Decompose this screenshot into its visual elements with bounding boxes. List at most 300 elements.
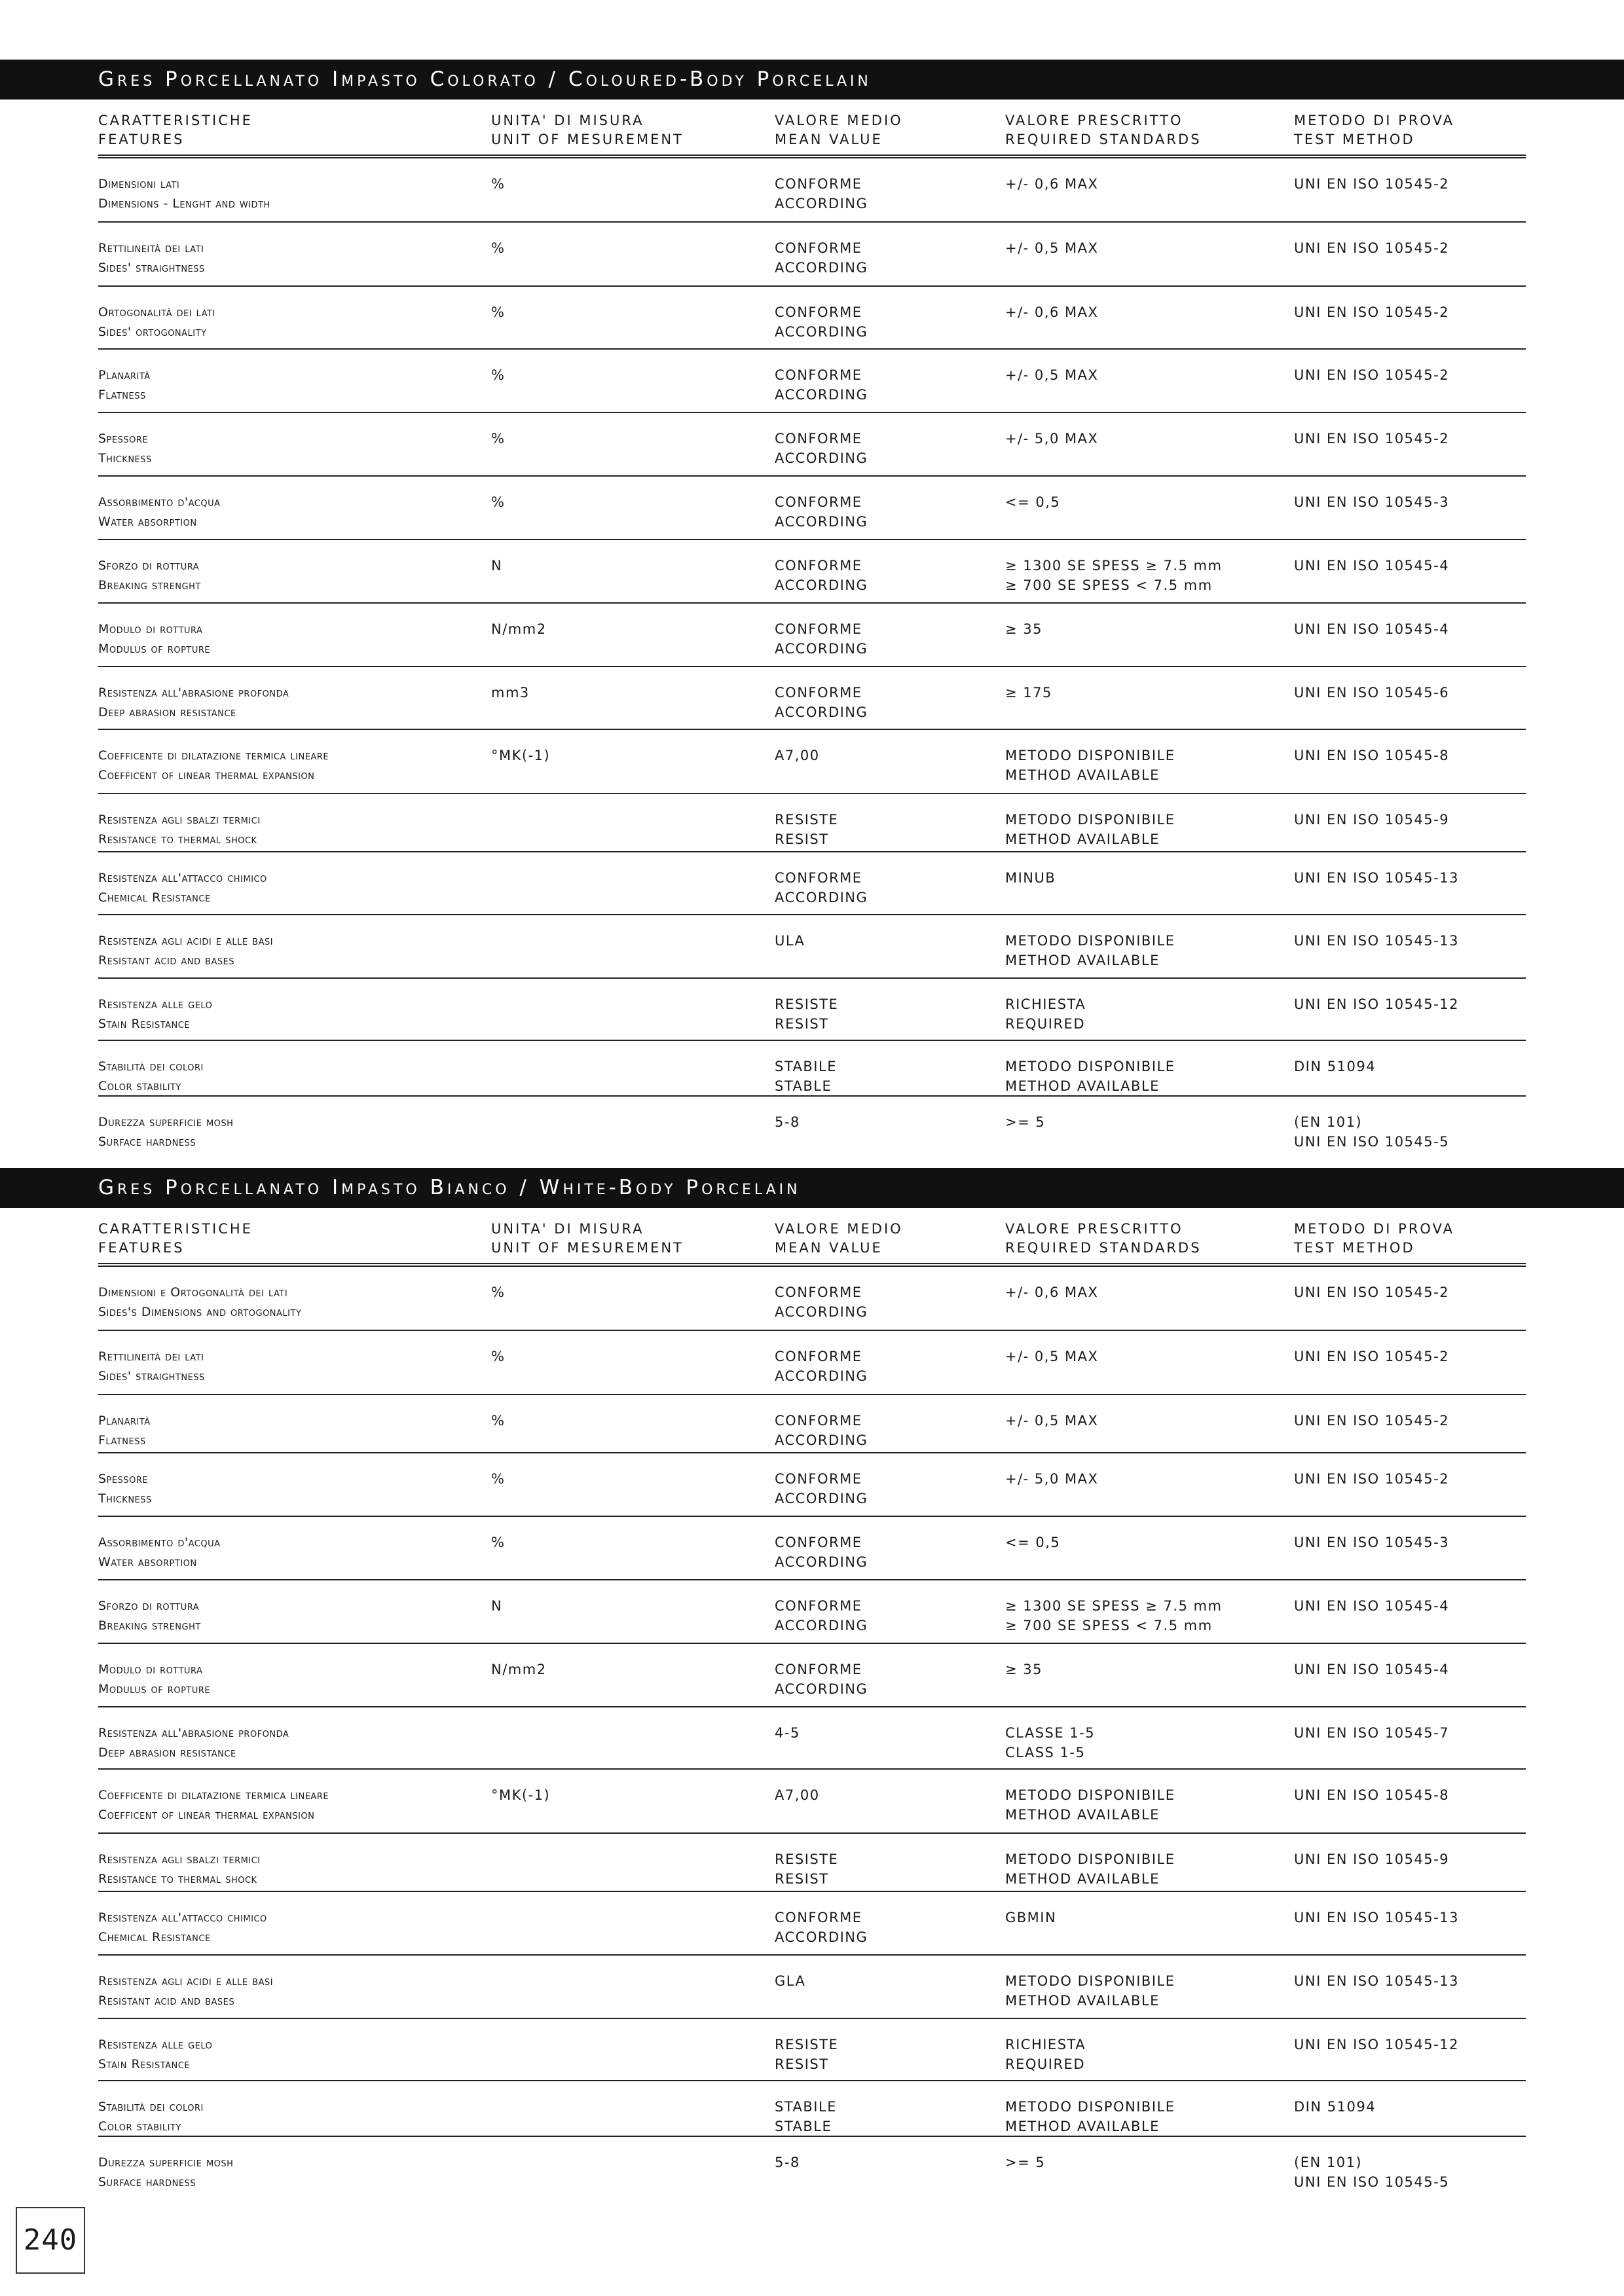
test-method-cell — [1294, 1533, 1449, 1552]
unit-text: % — [491, 304, 506, 320]
mean-value-text: CONFORME — [775, 870, 862, 886]
feature-text: Ortogonalità dei lati — [98, 305, 215, 319]
header-feature — [98, 1220, 253, 1258]
mean-value-cell — [775, 302, 868, 342]
required-standard-text: METODO DISPONIBILE — [1005, 933, 1175, 949]
feature-cell — [98, 429, 152, 468]
test-method-cell — [1294, 2097, 1376, 2117]
feature-cell — [98, 2035, 212, 2074]
test-method-text: UNI EN ISO 10545-3 — [1294, 1535, 1450, 1550]
test-method-cell — [1294, 429, 1449, 448]
header-unit — [491, 1220, 684, 1258]
required-standard-text: +/- 0,6 MAX — [1005, 1285, 1099, 1300]
feature-text: Deep abrasion resistance — [98, 705, 236, 720]
mean-value-cell — [775, 1347, 868, 1386]
feature-text: Assorbimento d'acqua — [98, 495, 221, 509]
feature-cell — [98, 1469, 152, 1508]
required-standard-text: CLASSE 1-5 — [1005, 1725, 1096, 1741]
unit-cell — [491, 556, 502, 575]
feature-text: Coefficent of linear thermal expansion — [98, 1808, 315, 1822]
unit-cell — [491, 1785, 550, 1805]
feature-text: Deep abrasion resistance — [98, 1745, 236, 1760]
mean-value-text: ACCORDING — [775, 324, 868, 340]
required-standard-text: +/- 0,6 MAX — [1005, 176, 1099, 192]
feature-cell — [98, 1785, 329, 1825]
feature-cell — [98, 683, 289, 722]
header-label: MEAN VALUE — [775, 1240, 883, 1256]
mean-value-text: A7,00 — [775, 748, 820, 763]
test-method-text: UNI EN ISO 10545-3 — [1294, 494, 1450, 510]
required-standard-text: ≥ 35 — [1005, 1662, 1043, 1677]
mean-value-text: CONFORME — [775, 1285, 862, 1300]
feature-text: Breaking strenght — [98, 578, 201, 592]
header-required-standard — [1005, 111, 1202, 149]
mean-value-cell — [775, 1971, 805, 1991]
test-method-cell — [1294, 1723, 1449, 1743]
mean-value-text: ACCORDING — [775, 1681, 868, 1697]
mean-value-text: ACCORDING — [775, 1554, 868, 1570]
test-method-text: UNI EN ISO 10545-12 — [1294, 2037, 1459, 2052]
mean-value-text: ACCORDING — [775, 577, 868, 593]
feature-text: Sides' straightness — [98, 261, 205, 275]
mean-value-cell — [775, 2035, 838, 2074]
table-row — [98, 979, 1526, 1041]
unit-cell — [491, 746, 550, 765]
feature-cell — [98, 1596, 201, 1635]
required-standard-text: REQUIRED — [1005, 1016, 1085, 1032]
required-standard-cell — [1005, 619, 1043, 639]
feature-text: Coefficente di dilatazione termica lineare — [98, 1788, 329, 1802]
unit-text: % — [491, 494, 506, 510]
header-label: UNITA' DI MISURA — [491, 113, 644, 128]
feature-text: Resistant acid and bases — [98, 1994, 235, 2008]
unit-cell — [491, 429, 505, 448]
table-row — [98, 350, 1526, 413]
feature-text: Resistenza all'attacco chimico — [98, 1910, 267, 1925]
page-number: 240 — [16, 2207, 85, 2274]
mean-value-text: RESISTE — [775, 1851, 839, 1867]
required-standard-text: MINUB — [1005, 870, 1056, 886]
test-method-cell — [1294, 1283, 1449, 1302]
mean-value-text: ACCORDING — [775, 1304, 868, 1320]
header-label: METODO DI PROVA — [1294, 113, 1454, 128]
unit-text: % — [491, 1535, 506, 1550]
feature-text: Coefficent of linear thermal expansion — [98, 768, 315, 782]
feature-text: Durezza superficie mosh — [98, 2155, 234, 2170]
feature-text: Resistenza all'abrasione profonda — [98, 1726, 289, 1740]
mean-value-text: CONFORME — [775, 685, 862, 701]
header-label: UNIT OF MESUREMENT — [491, 1240, 684, 1256]
required-standard-text: REQUIRED — [1005, 2056, 1085, 2072]
feature-text: Sides' ortogonality — [98, 325, 207, 339]
table-row — [98, 1041, 1526, 1097]
header-label: UNITA' DI MISURA — [491, 1221, 644, 1237]
mean-value-text: STABILE — [775, 2099, 837, 2115]
header-label: METODO DI PROVA — [1294, 1221, 1454, 1237]
feature-text: Stabilità dei colori — [98, 1059, 204, 1074]
required-standard-text: METHOD AVAILABLE — [1005, 767, 1160, 783]
mean-value-text: CONFORME — [775, 1662, 862, 1677]
mean-value-cell — [775, 429, 868, 468]
test-method-text: UNI EN ISO 10545-5 — [1294, 2174, 1450, 2190]
test-method-cell — [1294, 1908, 1459, 1927]
mean-value-text: ACCORDING — [775, 1618, 868, 1633]
mean-value-text: ACCORDING — [775, 1368, 868, 1384]
feature-cell — [98, 1283, 301, 1322]
mean-value-text: CONFORME — [775, 558, 862, 574]
required-standard-text: METODO DISPONIBILE — [1005, 2099, 1175, 2115]
table-row — [98, 1331, 1526, 1395]
feature-text: Planarità — [98, 368, 151, 382]
required-standard-cell — [1005, 1347, 1098, 1366]
header-label: MEAN VALUE — [775, 132, 883, 147]
table-row — [98, 667, 1526, 730]
mean-value-text: CONFORME — [775, 1910, 862, 1925]
unit-cell — [491, 238, 505, 258]
required-standard-cell — [1005, 1112, 1045, 1132]
feature-cell — [98, 1908, 267, 1947]
test-method-text: UNI EN ISO 10545-9 — [1294, 1851, 1450, 1867]
feature-cell — [98, 994, 212, 1034]
mean-value-cell — [775, 1411, 868, 1450]
feature-text: Thickness — [98, 451, 152, 465]
test-method-cell — [1294, 556, 1449, 575]
mean-value-text: ACCORDING — [775, 641, 868, 657]
table-row — [98, 477, 1526, 540]
unit-text: % — [491, 176, 506, 192]
required-standard-text: +/- 5,0 MAX — [1005, 431, 1099, 446]
mean-value-cell — [775, 365, 868, 405]
test-method-text: UNI EN ISO 10545-6 — [1294, 685, 1450, 701]
feature-cell — [98, 1057, 204, 1096]
mean-value-cell — [775, 2097, 837, 2136]
required-standard-cell — [1005, 556, 1223, 595]
feature-text: Spessore — [98, 431, 149, 446]
feature-text: Breaking strenght — [98, 1618, 201, 1633]
feature-text: Sforzo di rottura — [98, 558, 200, 573]
mean-value-text: RESISTE — [775, 996, 839, 1012]
feature-cell — [98, 1411, 151, 1450]
mean-value-cell — [775, 492, 868, 532]
mean-value-text: RESISTE — [775, 812, 839, 828]
feature-text: Water absorption — [98, 1555, 197, 1569]
required-standard-cell — [1005, 1411, 1098, 1430]
required-standard-cell — [1005, 1469, 1098, 1489]
header-label: VALORE MEDIO — [775, 1221, 903, 1237]
mean-value-text: CONFORME — [775, 431, 862, 446]
mean-value-text: 5-8 — [775, 2155, 800, 2170]
feature-text: Resistenza agli sbalzi termici — [98, 1852, 261, 1867]
feature-text: Rettilineità dei lati — [98, 241, 204, 255]
required-standard-cell — [1005, 1785, 1175, 1825]
mean-value-cell — [775, 683, 868, 722]
required-standard-text: +/- 0,6 MAX — [1005, 304, 1099, 320]
test-method-cell — [1294, 868, 1459, 888]
test-method-text: UNI EN ISO 10545-2 — [1294, 176, 1450, 192]
feature-text: Dimensioni e Ortogonalità dei lati — [98, 1285, 288, 1300]
header-label: FEATURES — [98, 1240, 185, 1256]
mean-value-cell — [775, 1785, 820, 1805]
required-standard-cell — [1005, 365, 1098, 385]
mean-value-cell — [775, 810, 838, 849]
test-method-cell — [1294, 931, 1459, 951]
feature-cell — [98, 1850, 261, 1889]
test-method-cell — [1294, 302, 1449, 322]
required-standard-cell — [1005, 746, 1175, 785]
mean-value-text: ACCORDING — [775, 514, 868, 530]
feature-cell — [98, 238, 205, 278]
unit-text: N/mm2 — [491, 621, 547, 637]
feature-text: Coefficente di dilatazione termica lineare — [98, 748, 329, 763]
test-method-text: UNI EN ISO 10545-5 — [1294, 1134, 1450, 1150]
header-required-standard — [1005, 1220, 1202, 1258]
feature-cell — [98, 1723, 289, 1762]
required-standard-text: ≥ 1300 SE SPESS ≥ 7.5 mm — [1005, 1598, 1223, 1614]
feature-cell — [98, 746, 329, 785]
table-row — [98, 852, 1526, 915]
test-method-cell — [1294, 2153, 1449, 2192]
mean-value-cell — [775, 556, 868, 595]
required-standard-text: +/- 0,5 MAX — [1005, 1349, 1099, 1364]
unit-cell — [491, 1283, 505, 1302]
test-method-cell — [1294, 174, 1449, 194]
feature-text: Stain Resistance — [98, 1017, 191, 1031]
test-method-text: UNI EN ISO 10545-13 — [1294, 1973, 1459, 1989]
required-standard-text: METODO DISPONIBILE — [1005, 1973, 1175, 1989]
required-standard-cell — [1005, 1057, 1175, 1096]
test-method-cell — [1294, 1785, 1449, 1805]
test-method-cell — [1294, 1112, 1449, 1152]
mean-value-cell — [775, 1596, 868, 1635]
required-standard-cell — [1005, 994, 1086, 1034]
header-label: REQUIRED STANDARDS — [1005, 1240, 1202, 1256]
required-standard-cell — [1005, 1971, 1175, 2011]
mean-value-text: ACCORDING — [775, 387, 868, 403]
required-standard-text: METHOD AVAILABLE — [1005, 953, 1160, 968]
feature-text: Resistenza all'abrasione profonda — [98, 685, 289, 700]
header-label: REQUIRED STANDARDS — [1005, 132, 1202, 147]
mean-value-text: ACCORDING — [775, 450, 868, 466]
required-standard-text: ≥ 175 — [1005, 685, 1052, 701]
table-row — [98, 1580, 1526, 1644]
unit-cell — [491, 1533, 505, 1552]
feature-text: Modulus of ropture — [98, 1682, 211, 1696]
feature-text: Dimensioni lati — [98, 177, 180, 191]
table-row — [98, 223, 1526, 287]
mean-value-text: A7,00 — [775, 1787, 820, 1803]
required-standard-text: <= 0,5 — [1005, 494, 1061, 510]
unit-cell — [491, 365, 505, 385]
mean-value-text: ACCORDING — [775, 1491, 868, 1506]
mean-value-cell — [775, 1283, 868, 1322]
required-standard-text: CLASS 1-5 — [1005, 1745, 1086, 1760]
mean-value-cell — [775, 1908, 868, 1947]
unit-cell — [491, 492, 505, 512]
unit-text: % — [491, 1413, 506, 1429]
test-method-text: (EN 101) — [1294, 2155, 1363, 2170]
feature-text: Resistant acid and bases — [98, 953, 235, 968]
mean-value-cell — [775, 994, 838, 1034]
table-row — [98, 915, 1526, 979]
feature-text: Modulus of ropture — [98, 642, 211, 656]
feature-text: Sforzo di rottura — [98, 1599, 200, 1613]
feature-text: Assorbimento d'acqua — [98, 1535, 221, 1550]
table-row — [98, 1517, 1526, 1580]
feature-text: Flatness — [98, 388, 146, 402]
required-standard-text: >= 5 — [1005, 2155, 1046, 2170]
unit-text: % — [491, 1349, 506, 1364]
mean-value-text: ACCORDING — [775, 1432, 868, 1448]
unit-cell — [491, 683, 530, 702]
test-method-text: UNI EN ISO 10545-9 — [1294, 812, 1450, 828]
required-standard-text: +/- 0,5 MAX — [1005, 1413, 1099, 1429]
table-row — [98, 1956, 1526, 2019]
test-method-cell — [1294, 1971, 1459, 1991]
mean-value-text: ACCORDING — [775, 890, 868, 905]
table-white-body — [98, 1208, 1526, 2197]
header-unit — [491, 111, 684, 149]
required-standard-text: ≥ 700 SE SPESS < 7.5 mm — [1005, 1618, 1213, 1633]
header-mean-value — [775, 1220, 903, 1258]
test-method-text: UNI EN ISO 10545-7 — [1294, 1725, 1450, 1741]
required-standard-cell — [1005, 810, 1175, 849]
required-standard-cell — [1005, 1533, 1060, 1552]
required-standard-cell — [1005, 1908, 1056, 1927]
feature-cell — [98, 1347, 205, 1386]
mean-value-text: CONFORME — [775, 1349, 862, 1364]
test-method-cell — [1294, 238, 1449, 258]
feature-cell — [98, 365, 151, 405]
table-row — [98, 1267, 1526, 1331]
required-standard-text: METHOD AVAILABLE — [1005, 1993, 1160, 2009]
section-title-coloured-body: Gres Porcellanato Impasto Colorato / Coloured-Body Porcelain — [0, 60, 1624, 100]
feature-text: Flatness — [98, 1433, 146, 1448]
feature-cell — [98, 492, 221, 532]
test-method-text: UNI EN ISO 10545-8 — [1294, 1787, 1450, 1803]
required-standard-text: METODO DISPONIBILE — [1005, 1787, 1175, 1803]
table-body — [98, 158, 1526, 1157]
feature-text: Surface hardness — [98, 2175, 196, 2189]
test-method-text: UNI EN ISO 10545-2 — [1294, 367, 1450, 383]
unit-text: mm3 — [491, 685, 530, 701]
unit-cell — [491, 1660, 547, 1679]
header-test-method — [1294, 1220, 1454, 1258]
test-method-cell — [1294, 1850, 1449, 1869]
header-label: TEST METHOD — [1294, 1240, 1415, 1256]
feature-text: Chemical Resistance — [98, 1930, 211, 1944]
feature-cell — [98, 1660, 210, 1699]
mean-value-text: RESISTE — [775, 2037, 839, 2052]
mean-value-text: STABILE — [775, 1059, 837, 1074]
required-standard-cell — [1005, 492, 1060, 512]
header-label: FEATURES — [98, 132, 185, 147]
test-method-text: UNI EN ISO 10545-2 — [1294, 1471, 1450, 1487]
mean-value-text: RESIST — [775, 831, 829, 847]
required-standard-cell — [1005, 683, 1052, 702]
mean-value-text: RESIST — [775, 2056, 829, 2072]
required-standard-text: METODO DISPONIBILE — [1005, 748, 1175, 763]
header-label: VALORE PRESCRITTO — [1005, 113, 1183, 128]
test-method-cell — [1294, 365, 1449, 385]
feature-text: Stain Resistance — [98, 2057, 191, 2071]
required-standard-cell — [1005, 302, 1098, 322]
test-method-cell — [1294, 1411, 1449, 1430]
mean-value-text: CONFORME — [775, 367, 862, 383]
table-row — [98, 2019, 1526, 2081]
required-standard-text: METHOD AVAILABLE — [1005, 1807, 1160, 1823]
feature-cell — [98, 931, 273, 970]
mean-value-cell — [775, 1533, 868, 1572]
mean-value-text: CONFORME — [775, 240, 862, 256]
feature-text: Resistenza agli sbalzi termici — [98, 812, 261, 827]
feature-text: Water absorption — [98, 515, 197, 529]
feature-text: Resistance to thermal shock — [98, 1872, 257, 1886]
required-standard-text: RICHIESTA — [1005, 996, 1086, 1012]
feature-text: Chemical Resistance — [98, 890, 211, 905]
mean-value-text: CONFORME — [775, 621, 862, 637]
mean-value-text: CONFORME — [775, 1535, 862, 1550]
table-body — [98, 1267, 1526, 2197]
test-method-text: UNI EN ISO 10545-8 — [1294, 748, 1450, 763]
test-method-text: UNI EN ISO 10545-2 — [1294, 1413, 1450, 1429]
feature-text: Resistenza agli acidi e alle basi — [98, 1974, 274, 1988]
header-label: VALORE MEDIO — [775, 113, 903, 128]
mean-value-text: CONFORME — [775, 176, 862, 192]
feature-text: Thickness — [98, 1491, 152, 1506]
feature-text: Dimensions - Lenght and width — [98, 196, 270, 211]
test-method-text: UNI EN ISO 10545-13 — [1294, 933, 1459, 949]
required-standard-text: GBMIN — [1005, 1910, 1057, 1925]
mean-value-text: STABLE — [775, 1078, 832, 1094]
feature-text: Color stability — [98, 2119, 181, 2134]
required-standard-cell — [1005, 2035, 1086, 2074]
required-standard-cell — [1005, 2153, 1045, 2172]
mean-value-text: CONFORME — [775, 1471, 862, 1487]
feature-cell — [98, 868, 267, 907]
feature-cell — [98, 2153, 233, 2192]
required-standard-text: ≥ 700 SE SPESS < 7.5 mm — [1005, 577, 1213, 593]
required-standard-text: METHOD AVAILABLE — [1005, 1078, 1160, 1094]
required-standard-cell — [1005, 2097, 1175, 2136]
table-row — [98, 794, 1526, 852]
unit-cell — [491, 1596, 502, 1616]
feature-cell — [98, 302, 215, 342]
required-standard-text: METHOD AVAILABLE — [1005, 2119, 1160, 2134]
feature-cell — [98, 1533, 221, 1572]
feature-cell — [98, 810, 261, 849]
test-method-text: UNI EN ISO 10545-4 — [1294, 621, 1450, 637]
required-standard-text: <= 0,5 — [1005, 1535, 1061, 1550]
feature-text: Rettilineità dei lati — [98, 1349, 204, 1364]
table-row — [98, 1707, 1526, 1770]
required-standard-text: METODO DISPONIBILE — [1005, 1851, 1175, 1867]
mean-value-text: STABLE — [775, 2119, 832, 2134]
test-method-text: UNI EN ISO 10545-2 — [1294, 431, 1450, 446]
feature-text: Surface hardness — [98, 1135, 196, 1149]
unit-cell — [491, 1347, 505, 1366]
feature-cell — [98, 174, 270, 213]
test-method-cell — [1294, 1347, 1449, 1366]
test-method-text: UNI EN ISO 10545-4 — [1294, 1598, 1450, 1614]
table-coloured-body — [98, 100, 1526, 1157]
feature-text: Color stability — [98, 1079, 181, 1093]
unit-cell — [491, 302, 505, 322]
table-row — [98, 1892, 1526, 1956]
mean-value-cell — [775, 1112, 800, 1132]
required-standard-text: RICHIESTA — [1005, 2037, 1086, 2052]
required-standard-cell — [1005, 1660, 1043, 1679]
feature-text: Resistenza all'attacco chimico — [98, 871, 267, 885]
